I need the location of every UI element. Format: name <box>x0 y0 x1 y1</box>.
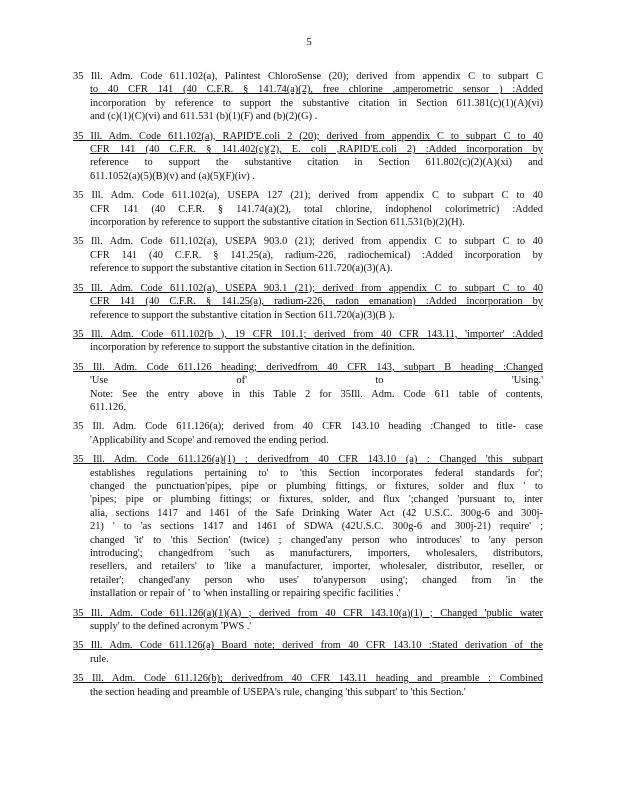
line-text: 35 Ill. Adm. Code 611.126 heading; derivedfrom 40 CFR 143, subpart B heading :Changed <box>73 361 543 373</box>
table-entry <box>73 672 543 699</box>
line-text: to 40 CFR 141 (40 C.F.R. § 141.74(a)(2), free chlorine ,amperometric sensor ) :Added <box>90 84 543 96</box>
entry-citation-line <box>73 607 543 620</box>
table-entry <box>73 639 543 666</box>
line-text: 35 Ill. Adm. Code 611.102(a), Palintest ChloroSense (20); derived from appendix C to subpart C <box>73 71 543 82</box>
entry-text-line <box>73 686 543 699</box>
entry-text-line <box>73 534 543 547</box>
line-text: and (c)(1)(C)(vi) and 611.531 (b)(1)(F) and (b)(2)(G) . <box>90 111 318 123</box>
line-text: supply' to the defined acronym 'PWS .' <box>90 621 252 633</box>
entry-text-line <box>73 620 543 633</box>
line-text: 'Use of' to 'Using.' <box>90 375 543 387</box>
line-text: CFR 141 (40 C.F.R. § 141.402(c)(2), E. coli ,RAPID'E.coli 2) :Added incorporation by <box>90 144 543 156</box>
entry-citation-line <box>73 420 543 433</box>
entry-text-line <box>73 587 543 600</box>
entry-text-line <box>73 560 543 573</box>
table-entry <box>73 361 543 415</box>
line-text: 35 Ill. Adm. Code 611.126(a)(1) ; derivedfrom 40 CFR 143.10 (a) : Changed 'this subpart <box>73 454 543 466</box>
entry-text-line <box>73 309 543 322</box>
line-text: 611.1052(a)(5)(B)(v) and (a)(5)(F)(iv) . <box>90 170 255 182</box>
entry-text-line <box>73 156 543 169</box>
line-text: 35 Ill. Adm. Code 611.102(a), USEPA 903.0 (21); derived from appendix C to subpart C to 40 <box>73 236 543 248</box>
entry-text-line <box>73 83 543 96</box>
line-text: alia, sections 1417 and 1461 of the Safe Drinking Water Act (42 U.S.C. 300g-6 and 300j- <box>90 507 543 519</box>
entry-citation-line <box>73 453 543 466</box>
entry-text-line <box>73 480 543 493</box>
entry-text-line <box>73 262 543 275</box>
line-text: CFR 141 (40 C.F.R. § 141.25(a), radium-226, radiochemical) :Added incorporation by <box>90 249 543 261</box>
line-text: Note: See the entry above in this Table 2 for 35Ill. Adm. Code 611 table of contents, <box>90 388 543 400</box>
table-entry <box>73 453 543 600</box>
line-text: CFR 141 (40 C.F.R. § 141.74(a)(2), total chlorine, indophenol colorimetric) :Added <box>90 203 543 215</box>
entry-citation-line <box>73 130 543 143</box>
line-text: installation or repair of ' to 'when installing or repairing specific facilities .' <box>90 588 401 600</box>
entry-text-line <box>73 507 543 520</box>
entry-text-line <box>73 203 543 216</box>
entry-citation-line <box>73 189 543 202</box>
entry-citation-line <box>73 282 543 295</box>
entry-text-line <box>73 467 543 480</box>
line-text: 35 Ill. Adm. Code 611.102(b ), 19 CFR 101.1; derived from 40 CFR 143.11, 'importer' :Added <box>73 328 543 340</box>
entry-text-line <box>73 374 543 387</box>
line-text: retailer'; changed'any person who uses' to'anyperson using'; changed from 'in the <box>90 574 543 586</box>
entry-text-line <box>73 388 543 401</box>
line-text: changed the punctuation'pipes, pipe or plumbing fittings, or fixtures, solder and flux ' to <box>90 480 543 492</box>
line-text: 611.126. <box>90 401 126 413</box>
line-text: 'pipes; pipe or plumbing fittings; or fixtures, solder, and flux ';changed 'pursuant to, inter <box>90 494 543 506</box>
entry-text-line <box>73 110 543 123</box>
line-text: establishes regulations pertaining to' to 'this Section incorporates federal standards for'; <box>90 467 543 479</box>
line-text: reference to support the substantive citation in Section 611.802(c)(2)(A)(xi) and <box>90 157 543 169</box>
entry-citation-line <box>73 328 543 341</box>
line-text: 21) ' to 'as sections 1417 and 1461 of SDWA (42U.S.C. 300g-6 and 300j-21) require' ; <box>90 521 543 533</box>
table-entry <box>73 420 543 447</box>
line-text: the section heading and preamble of USEPA's rule, changing 'this subpart' to 'this Section.' <box>90 686 466 698</box>
line-text: 35 Ill. Adm. Code 611.126(b); derivedfrom 40 CFR 143.11 heading and preamble : Combined <box>73 673 543 685</box>
table-entry <box>73 70 543 124</box>
table-entry <box>73 235 543 275</box>
line-text: incorporation by reference to support the substantive citation in Section 611.531(b)(2)(H). <box>90 217 465 229</box>
entry-list <box>73 70 543 705</box>
line-text: incorporation by reference to support the substantive citation in the definition. <box>90 342 415 354</box>
entry-text-line <box>73 170 543 183</box>
entry-text-line <box>73 574 543 587</box>
line-text: changed 'it' to 'this Section' (twice) ; changed'any person who introduces' to 'any person <box>90 534 543 546</box>
entry-text-line <box>73 341 543 354</box>
entry-citation-line <box>73 672 543 685</box>
line-text: 35 Ill. Adm. Code 611.126(a); derived from 40 CFR 143.10 heading :Changed to title- case <box>73 421 543 433</box>
line-text: 35 Ill. Adm. Code 611.102(a), USEPA 903.1 (21); derived from appendix C to subpart C to 40 <box>73 282 543 294</box>
line-text: incorporation by reference to support the substantive citation in Section 611.381(c)(1)(A)(vi) <box>90 97 543 109</box>
entry-text-line <box>73 97 543 110</box>
entry-text-line <box>73 216 543 229</box>
table-entry <box>73 328 543 355</box>
table-entry <box>73 189 543 229</box>
table-entry <box>73 282 543 322</box>
entry-citation-line <box>73 639 543 652</box>
line-text: 35 Ill. Adm. Code 611.102(a), RAPID'E.coli 2 (20); derived from appendix C to subpart C to 40 <box>73 130 543 142</box>
line-text: 35 Ill. Adm. Code 611.126(a) Board note; derived from 40 CFR 143.10 :Stated derivation of the <box>73 640 543 652</box>
entry-text-line <box>73 249 543 262</box>
line-text: reference to support the substantive citation in Section 611.720(a)(3)(B ). <box>90 309 395 321</box>
table-entry <box>73 607 543 634</box>
entry-text-line <box>73 653 543 666</box>
line-text: 35 Ill. Adm. Code 611.126(a)(1)(A) ; derived from 40 CFR 143.10(a)(1) ; Changed 'public water <box>73 607 543 619</box>
line-text: reference to support the substantive citation in Section 611.720(a)(3)(A). <box>90 263 393 275</box>
entry-text-line <box>73 520 543 533</box>
line-text: CFR 141 (40 C.F.R. § 141.25(a), radium-226, radon emanation) :Added incorporation by <box>90 296 543 308</box>
line-text: rule. <box>90 653 109 665</box>
entry-text-line <box>73 295 543 308</box>
table-entry <box>73 130 543 184</box>
line-text: introducing'; changedfrom 'such as manufacturers, importers, wholesalers, distributors, <box>90 548 543 559</box>
entry-citation-line <box>73 70 543 83</box>
entry-text-line <box>73 493 543 506</box>
line-text: resellers, and retailers' to 'like a manufacturer, importer, wholesaler, distributor, reseller, or <box>90 561 543 573</box>
page-number: 5 <box>306 36 312 48</box>
line-text: 35 Ill. Adm. Code 611.102(a), USEPA 127 (21); derived from appendix C to subpart C to 40 <box>73 190 543 202</box>
entry-text-line <box>73 143 543 156</box>
entry-citation-line <box>73 235 543 248</box>
entry-text-line <box>73 401 543 414</box>
entry-text-line <box>73 547 543 560</box>
entry-text-line <box>73 434 543 447</box>
line-text: 'Applicability and Scope' and removed the ending period. <box>90 434 329 446</box>
entry-citation-line <box>73 361 543 374</box>
